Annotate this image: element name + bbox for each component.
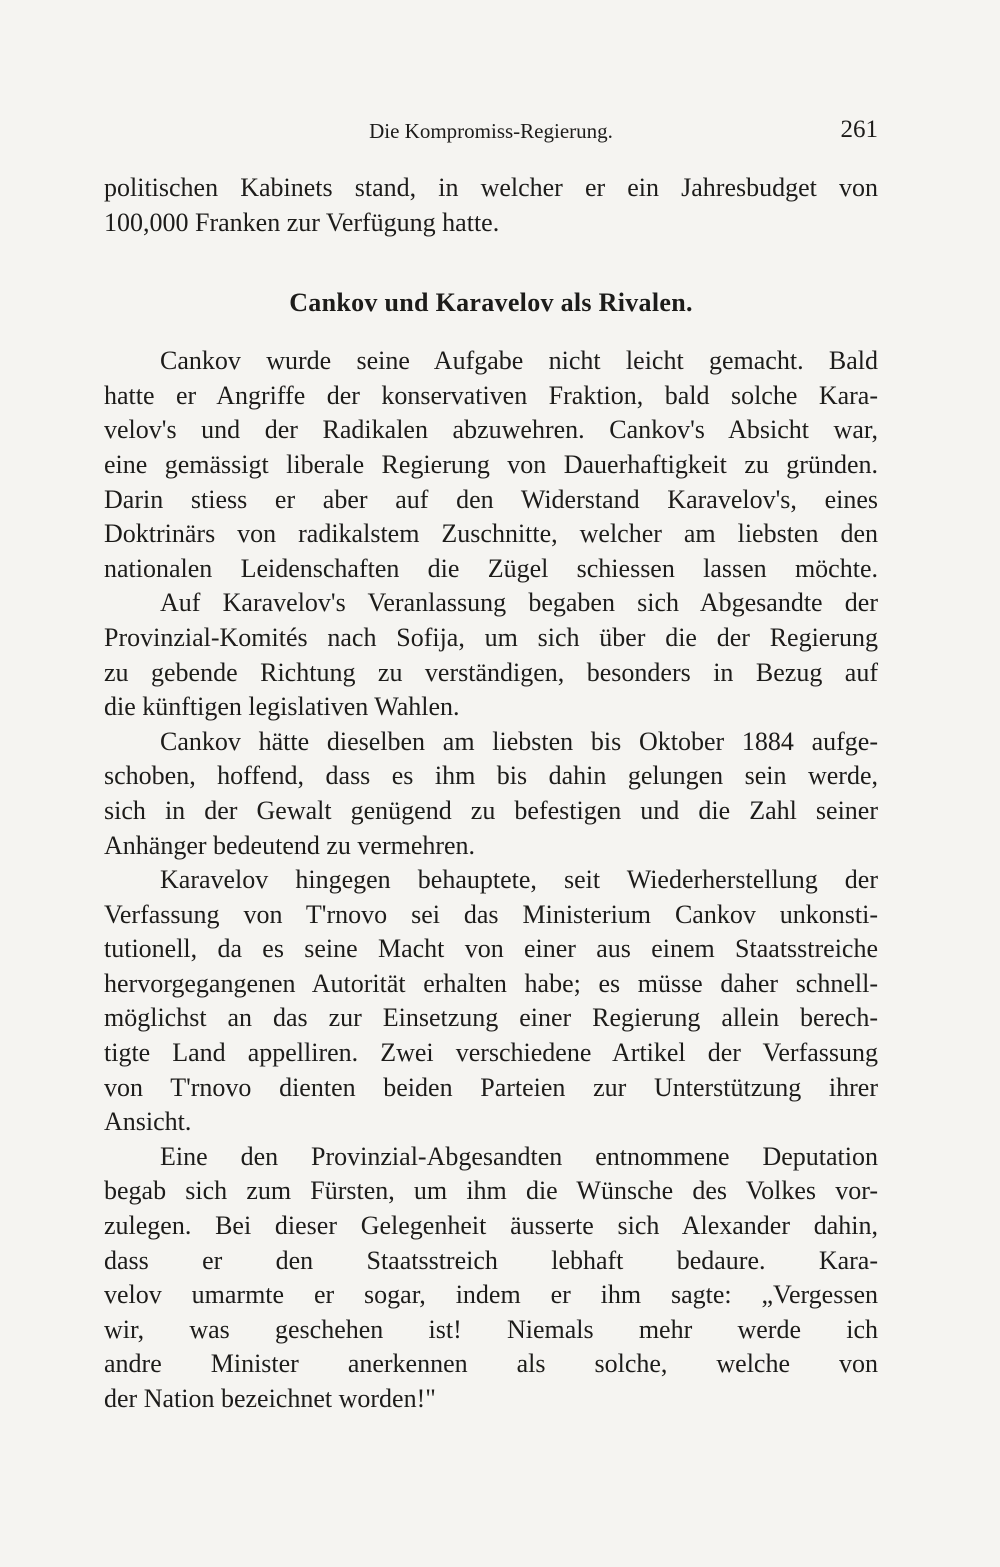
text-line: Provinzial-Komités nach Sofija, um sich über die der Regierung: [104, 622, 878, 652]
text-line: zu gebende Richtung zu verständigen, besonders in Bezug auf: [104, 657, 878, 687]
text-line: schoben, hoffend, dass es ihm bis dahin gelungen sein werde,: [104, 761, 878, 791]
text-line: Doktrinärs von radikalstem Zuschnitte, welcher am liebsten den: [104, 519, 878, 549]
text-line: hervorgegangenen Autorität erhalten habe; es müsse daher schnell-: [104, 968, 878, 998]
text-line: velov's und der Radikalen abzuwehren. Cankov's Absicht war,: [104, 415, 878, 445]
text-line: nationalen Leidenschaften die Zügel schiessen lassen möchte.: [104, 553, 878, 583]
text-line: andre Minister anerkennen als solche, welche von: [104, 1349, 878, 1379]
text-line: Ansicht.: [104, 1107, 192, 1137]
running-title: Die Kompromiss-Regierung.: [369, 119, 613, 143]
text-line: Anhänger bedeutend zu vermehren.: [104, 830, 476, 860]
text-line: wir, was geschehen ist! Niemals mehr werde ich: [104, 1314, 878, 1344]
text-line: Darin stiess er aber auf den Widerstand Karavelov's, eines: [104, 484, 878, 514]
text-line: 100,000 Franken zur Verfügung hatte.: [104, 207, 500, 237]
text-line: die künftigen legislativen Wahlen.: [104, 692, 460, 722]
text-line: tutionell, da es seine Macht von einer aus einem Staatsstreiche: [104, 934, 878, 964]
text-line: von T'rnovo dienten beiden Parteien zur Unterstützung ihrer: [104, 1072, 878, 1102]
page-number: 261: [840, 116, 878, 143]
text-line: Cankov wurde seine Aufgabe nicht leicht gemacht. Bald: [160, 346, 878, 376]
text-line: der Nation bezeichnet worden!": [104, 1384, 436, 1413]
text-line: sich in der Gewalt genügend zu befestigen und die Zahl seiner: [104, 795, 878, 825]
running-head: [104, 116, 878, 146]
text-line: hatte er Angriffe der konservativen Fraktion, bald solche Kara-: [104, 380, 878, 410]
text-line: Eine den Provinzial-Abgesandten entnommene Deputation: [160, 1141, 878, 1171]
text-line: möglichst an das zur Einsetzung einer Regierung allein berech-: [104, 1003, 878, 1033]
text-line: Verfassung von T'rnovo sei das Ministerium Cankov unkonsti-: [104, 899, 878, 929]
text-line: tigte Land appelliren. Zwei verschiedene Artikel der Verfassung: [104, 1038, 878, 1068]
text-line: Auf Karavelov's Veranlassung begaben sich Abgesandte der: [160, 588, 878, 618]
text-line: dass er den Staatsstreich lebhaft bedaure. Kara-: [104, 1245, 878, 1275]
text-line: politischen Kabinets stand, in welcher er ein Jahresbudget von: [104, 173, 878, 202]
text-line: Karavelov hingegen behauptete, seit Wiederherstellung der: [160, 865, 878, 895]
text-line: eine gemässigt liberale Regierung von Dauerhaftigkeit zu gründen.: [104, 449, 878, 479]
text-line: begab sich zum Fürsten, um ihm die Wünsche des Volkes vor-: [104, 1176, 878, 1206]
body-text: [104, 171, 878, 1417]
section-heading: Cankov und Karavelov als Rivalen.: [289, 288, 693, 318]
text-line: Cankov hätte dieselben am liebsten bis Oktober 1884 aufge-: [160, 726, 878, 756]
text-line: zulegen. Bei dieser Gelegenheit äusserte sich Alexander dahin,: [104, 1211, 878, 1241]
text-line: velov umarmte er sogar, indem er ihm sagte: „Vergessen: [104, 1280, 878, 1310]
